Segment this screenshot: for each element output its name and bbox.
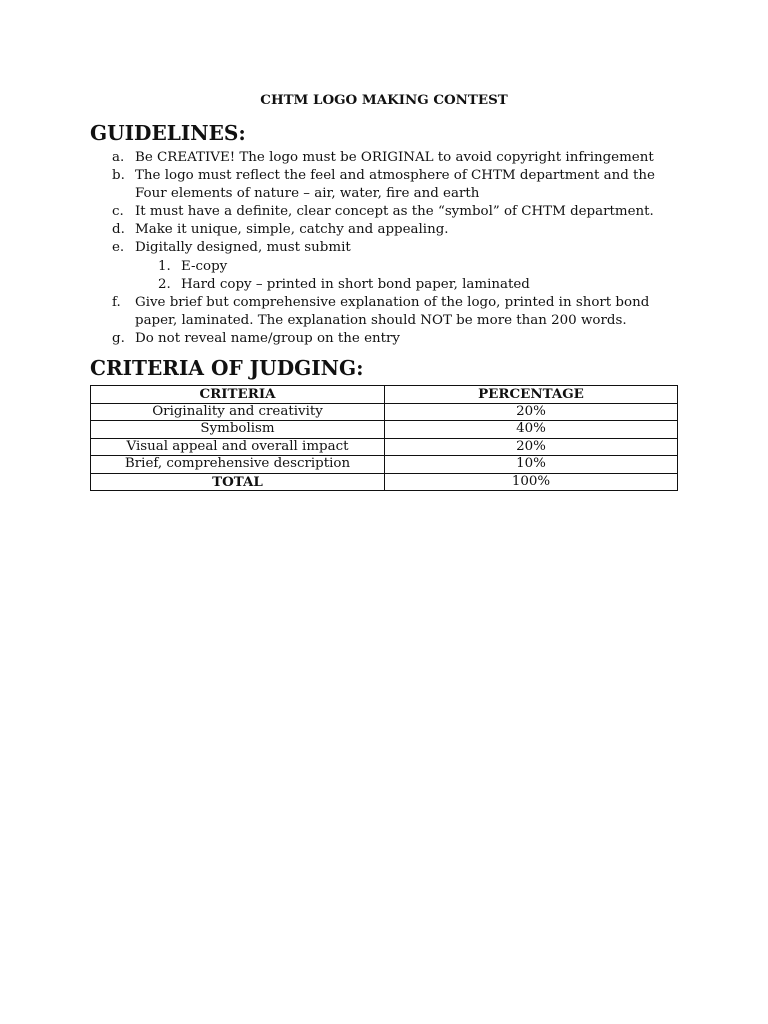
guideline-item (90, 294, 690, 330)
guideline-letter: b. (112, 168, 125, 184)
guideline-text: Do not reveal name/group on the entry (135, 330, 400, 346)
guideline-text: It must have a definite, clear concept as the “symbol” of CHTM department. (135, 204, 654, 220)
table-header-row (91, 386, 678, 404)
total-row (91, 473, 678, 491)
guideline-letter: d. (112, 222, 125, 238)
sublist-number: 2. (158, 276, 171, 292)
criteria-table (90, 385, 678, 491)
submission-sublist (135, 258, 690, 294)
column-header-percentage: PERCENTAGE (385, 386, 678, 404)
guideline-letter: c. (112, 204, 124, 220)
guideline-item (90, 167, 690, 203)
sublist-item (135, 258, 690, 276)
criteria-heading: CRITERIA OF JUDGING: (90, 356, 364, 380)
guideline-item (90, 221, 690, 239)
sublist-number: 1. (158, 258, 171, 274)
percentage-cell: 10% (385, 456, 678, 474)
guidelines-list (90, 149, 690, 348)
guideline-item (90, 239, 690, 293)
total-label-cell: TOTAL (91, 473, 385, 491)
guideline-text: Be CREATIVE! The logo must be ORIGINAL to avoid copyright infringement (135, 150, 654, 165)
guideline-item (90, 203, 690, 221)
guideline-text: Make it unique, simple, catchy and appealing. (135, 222, 449, 238)
guideline-text: The logo must reflect the feel and atmosphere of CHTM department and the Four elements of nature – air, water, fire and earth (135, 168, 655, 202)
criterion-cell: Brief, comprehensive description (91, 456, 385, 474)
table-row (91, 403, 678, 421)
percentage-cell: 20% (385, 403, 678, 421)
guideline-item (90, 149, 690, 167)
guideline-text: Digitally designed, must submit (135, 240, 351, 256)
criterion-cell: Symbolism (91, 421, 385, 439)
guideline-letter: a. (112, 150, 125, 165)
guideline-item (90, 330, 690, 348)
document-title: CHTM LOGO MAKING CONTEST (260, 92, 508, 108)
sublist-text: Hard copy – printed in short bond paper, laminated (181, 276, 530, 292)
sublist-text: E-copy (181, 258, 228, 274)
criterion-cell: Visual appeal and overall impact (91, 438, 385, 456)
guideline-text: Give brief but comprehensive explanation of the logo, printed in short bond paper, laminated. The explanation should NOT be more than 200 words. (135, 294, 650, 328)
column-header-criteria: CRITERIA (91, 386, 385, 404)
table-row (91, 456, 678, 474)
percentage-cell: 40% (385, 421, 678, 439)
total-percentage-cell: 100% (385, 473, 678, 491)
table-row (91, 438, 678, 456)
guideline-letter: e. (112, 240, 125, 256)
guideline-letter: g. (112, 330, 125, 346)
sublist-item (135, 276, 690, 294)
table-row (91, 421, 678, 439)
guideline-letter: f. (112, 294, 121, 310)
criterion-cell: Originality and creativity (91, 403, 385, 421)
percentage-cell: 20% (385, 438, 678, 456)
guidelines-heading: GUIDELINES: (90, 121, 246, 145)
